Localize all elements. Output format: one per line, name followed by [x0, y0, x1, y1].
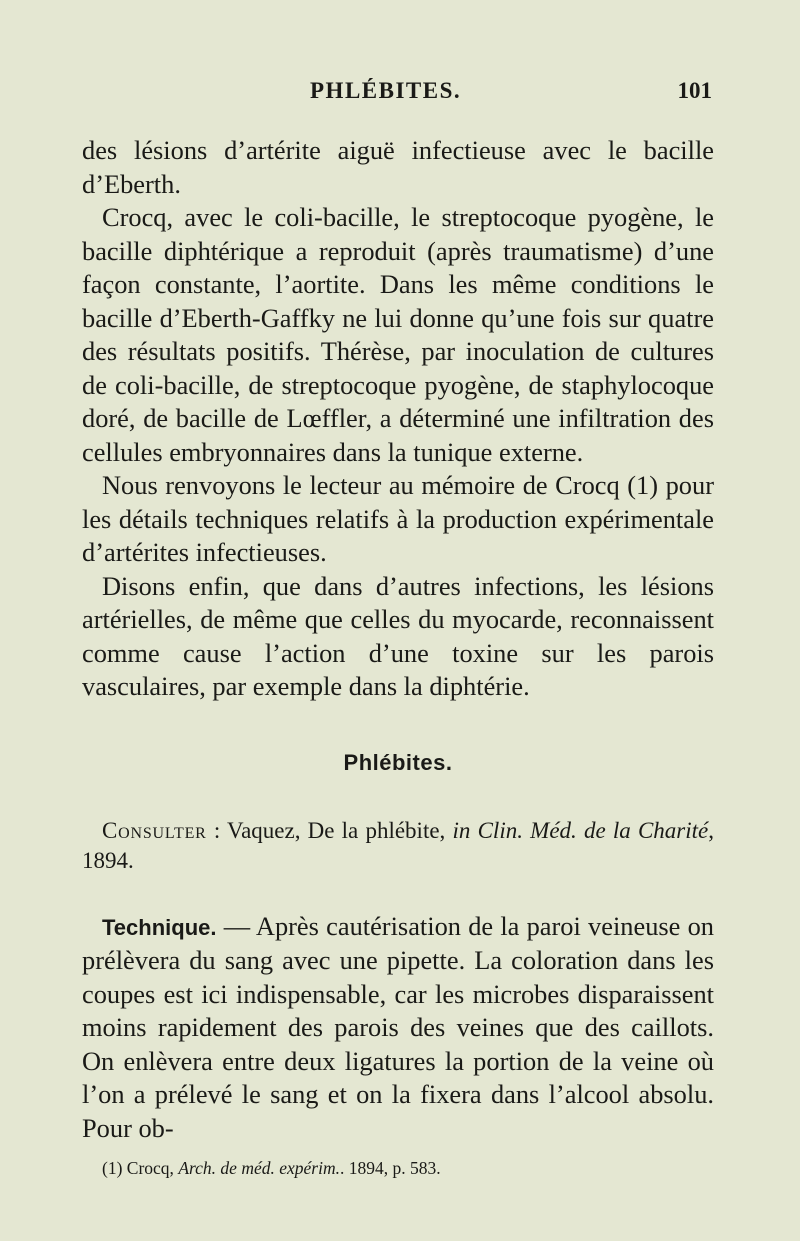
body-text: [82, 134, 714, 1145]
paragraph-3: Nous renvoyons le lecteur au mémoire de Crocq (1) pour les détails techniques relatifs à la production expérimentale d’artérites infectieuses.: [82, 470, 714, 567]
consult-year: , 1894.: [82, 817, 714, 873]
footnote-marker: (1) Crocq,: [102, 1158, 179, 1178]
technique-paragraph: [82, 910, 714, 1146]
running-title: PHLÉBITES.: [310, 78, 462, 103]
consult-text: : Vaquez, De la phlébite,: [206, 817, 453, 843]
page-number: 101: [677, 78, 712, 103]
consult-reference: [82, 816, 714, 876]
paragraph-4: Disons enfin, que dans d’autres infections, les lésions artérielles, de même que celles du myocarde, reconnaissent comme cause l’action d’une toxine sur les parois vasculaires, par exemple dans la diphtérie.: [82, 570, 714, 701]
technique-label: Technique.: [102, 914, 217, 940]
footnote-journal: Arch. de méd. expérim.: [178, 1158, 340, 1178]
consult-label: Consulter: [102, 817, 207, 843]
footnote-details: . 1894, p. 583.: [339, 1158, 441, 1178]
section-title: Phlébites.: [343, 749, 453, 775]
consult-source: in Clin. Méd. de la Charité: [452, 817, 709, 843]
footnote: [102, 1156, 722, 1180]
technique-text: — Après cautérisation de la paroi veineuse on prélèvera du sang avec une pipette. La coloration dans les coupes est ici indispensable, car les microbes disparaissent moins rapidement des parois des veines que des caillots. On enlèvera entre deux ligatures la portion de la veine où l’on a prélevé le sang et on la fixera dans l’alcool absolu. Pour ob-: [82, 910, 714, 1143]
paragraph-1: des lésions d’artérite aiguë infectieuse avec le bacille d’Eberth.: [82, 135, 714, 199]
paragraph-2: Crocq, avec le coli-bacille, le streptocoque pyogène, le bacille diphtérique a reproduit (après traumatisme) d’une façon constante, l’aortite. Dans les même conditions le bacille d’Eberth-Gaffky ne lui donne qu’une fois sur quatre des résultats positifs. Thérèse, par inoculation de cultures de coli-bacille, de streptocoque pyogène, de staphylocoque doré, de bacille de Lœffler, a déterminé une infiltration des cellules embryonnaires dans la tunique externe.: [82, 202, 714, 467]
running-header: [82, 78, 712, 118]
